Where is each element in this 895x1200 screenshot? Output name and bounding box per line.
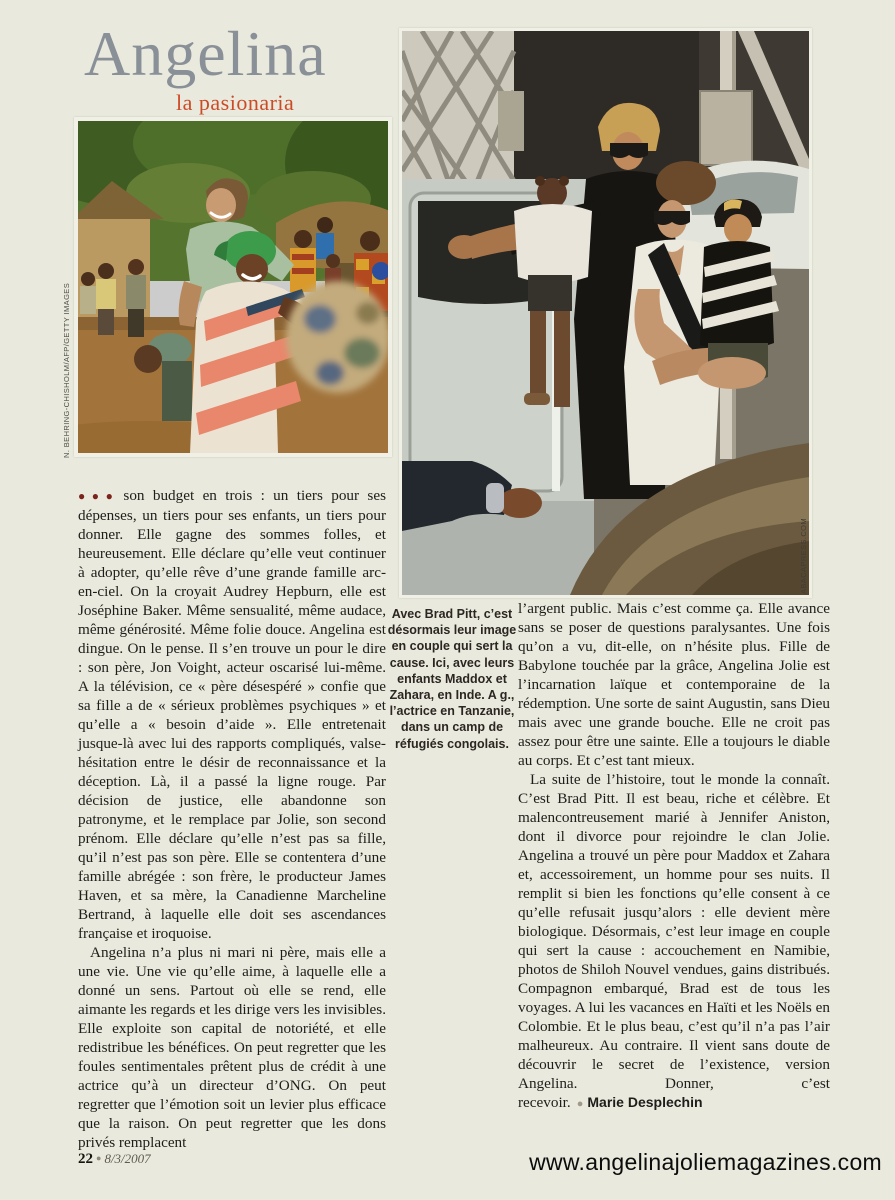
- photo-caption: Avec Brad Pitt, c’est désormais leur image en couple qui sert la cause. Ici, avec leurs enfants Maddox et Zahara, en Inde. A g., l’actrice en Tanzanie, dans un camp de réfugiés congolais.: [387, 607, 517, 751]
- paragraph-text: son budget en trois : un tiers pour ses dépenses, un tiers pour ses enfants, un tiers pour donner. Elle gagne des sommes folles, et heureusement. Elle déclare qu’elle veut continuer à adopter, qu’elle rêve d’une grande famille arc-en-ciel. On la croyait Audrey Hepburn, elle est Joséphine Baker. Même sensualité, même audace, même générosité. Même folie douce. Angelina est dingue. On le pense. Il s’en trouve un pour le dire : son père, Jon Voight, acteur oscarisé lui-même. A la télévision, ce « père désespéré » confie que sa fille a de « sérieux problèmes psychiques » et qu’elle a « besoin d’aide ». Elle entretenait jusque-là avec lui des rapports compliqués, valse-hésitation entre le désir de reconnaissance et la déception. Là, il a passé la ligne rouge. Par décision de justice, elle abandonne son patronyme, et le remplace par Jolie, son second prénom. Elle déclare qu’elle n’est pas sa fille, qu’il n’est pas son père. Elle se contentera d’une famille abrégée : son frère, le producteur James Haven, et sa mère, la Canadienne Marcheline Bertrand, à laquelle elle doit ses ascendances française et iroquoise.: [78, 487, 386, 942]
- football: [286, 281, 388, 393]
- paragraph: [518, 599, 830, 770]
- author-byline: Marie Desplechin: [587, 1094, 703, 1110]
- photo-angelina-tanzania: [74, 117, 392, 457]
- page-footer: [78, 1151, 151, 1168]
- watermark-url: www.angelinajoliemagazines.com: [529, 1149, 882, 1175]
- page-title: Angelina: [84, 18, 327, 89]
- photo-credit-right: ABACAPRESS.COM: [799, 517, 808, 594]
- left-photo-illustration: [78, 121, 388, 453]
- paragraph-text: l’argent public. Mais c’est comme ça. Elle avance sans se poser de questions paralysantes. Une fois qu’on a vu, dit-elle, on n’hésite plus. Fille de Babylone touchée par la grâce, Angelina Jolie est l’incarnation laïque et contemporaine de la rédemption. Une sorte de saint Augustin, sans Dieu mais avec une grande bouche. Elle ne croit pas assez pour être une sainte. Elle a toujours le diable au corps. Et c’est tant mieux.: [518, 600, 830, 769]
- photo-credit-left: N. BEHRING-CHISHOLM/AFP/GETTY IMAGES: [62, 282, 71, 458]
- footer-dot-icon: ●: [96, 1153, 102, 1163]
- article-column-1: [78, 486, 386, 1152]
- continuation-bullets: ●●●: [78, 489, 120, 503]
- paragraph-text: Angelina n’a plus ni mari ni père, mais elle a une vie. Une vie qu’elle aime, à laquelle elle a donné un sens. Partout où elle se rend, elle aimante les regards et les dirige vers les invisibles. Elle exploite son capital de notoriété, et elle redistribue les bénéfices. On peut regretter que les foules sentimentales prêtent plus de crédit à une actrice qu’à un directeur d’ONG. On peut regretter que l’émotion soit un levier plus efficace que la raison. On peut regretter que les dons privés remplacent: [78, 944, 386, 1151]
- right-photo-illustration: [402, 31, 809, 595]
- paragraph: [518, 770, 830, 1114]
- paragraph-text: La suite de l’histoire, tout le monde la connaît. C’est Brad Pitt. Il est beau, riche et célèbre. Et malencontreusement marié à Jennifer Aniston, dont il divorce pour rejoindre le clan Jolie. Angelina a trouvé un père pour Maddox et Zahara et, accessoirement, un homme pour ses nuits. Il remplit si bien les fonctions qu’elle consent à ce qu’elle refusait jusqu’alors : elle devient mère biologique. Désormais, c’est leur image en couple qui sert la cause : accouchement en Namibie, photos de Shiloh Nouvel vendues, gains distribués. Compagnon embarqué, Brad est de tous les voyages. A lui les vacances en Haïti et les Noëls en Colombie. Et le plus beau, c’est qu’il n’a pas l’air malheureux. Au contraire. Il vient sans doute de découvrir le secret de l’existence, version Angelina. Donner, c’est recevoir.: [518, 771, 830, 1111]
- page-number: 22: [78, 1151, 93, 1167]
- article-column-3: [518, 599, 830, 1114]
- end-of-article-dot: ●: [576, 1098, 584, 1110]
- paragraph: [78, 486, 386, 943]
- photo-family-india: [399, 28, 812, 598]
- page-subtitle: la pasionaria: [176, 90, 295, 115]
- paragraph: [78, 943, 386, 1152]
- issue-date: 8/3/2007: [104, 1151, 151, 1166]
